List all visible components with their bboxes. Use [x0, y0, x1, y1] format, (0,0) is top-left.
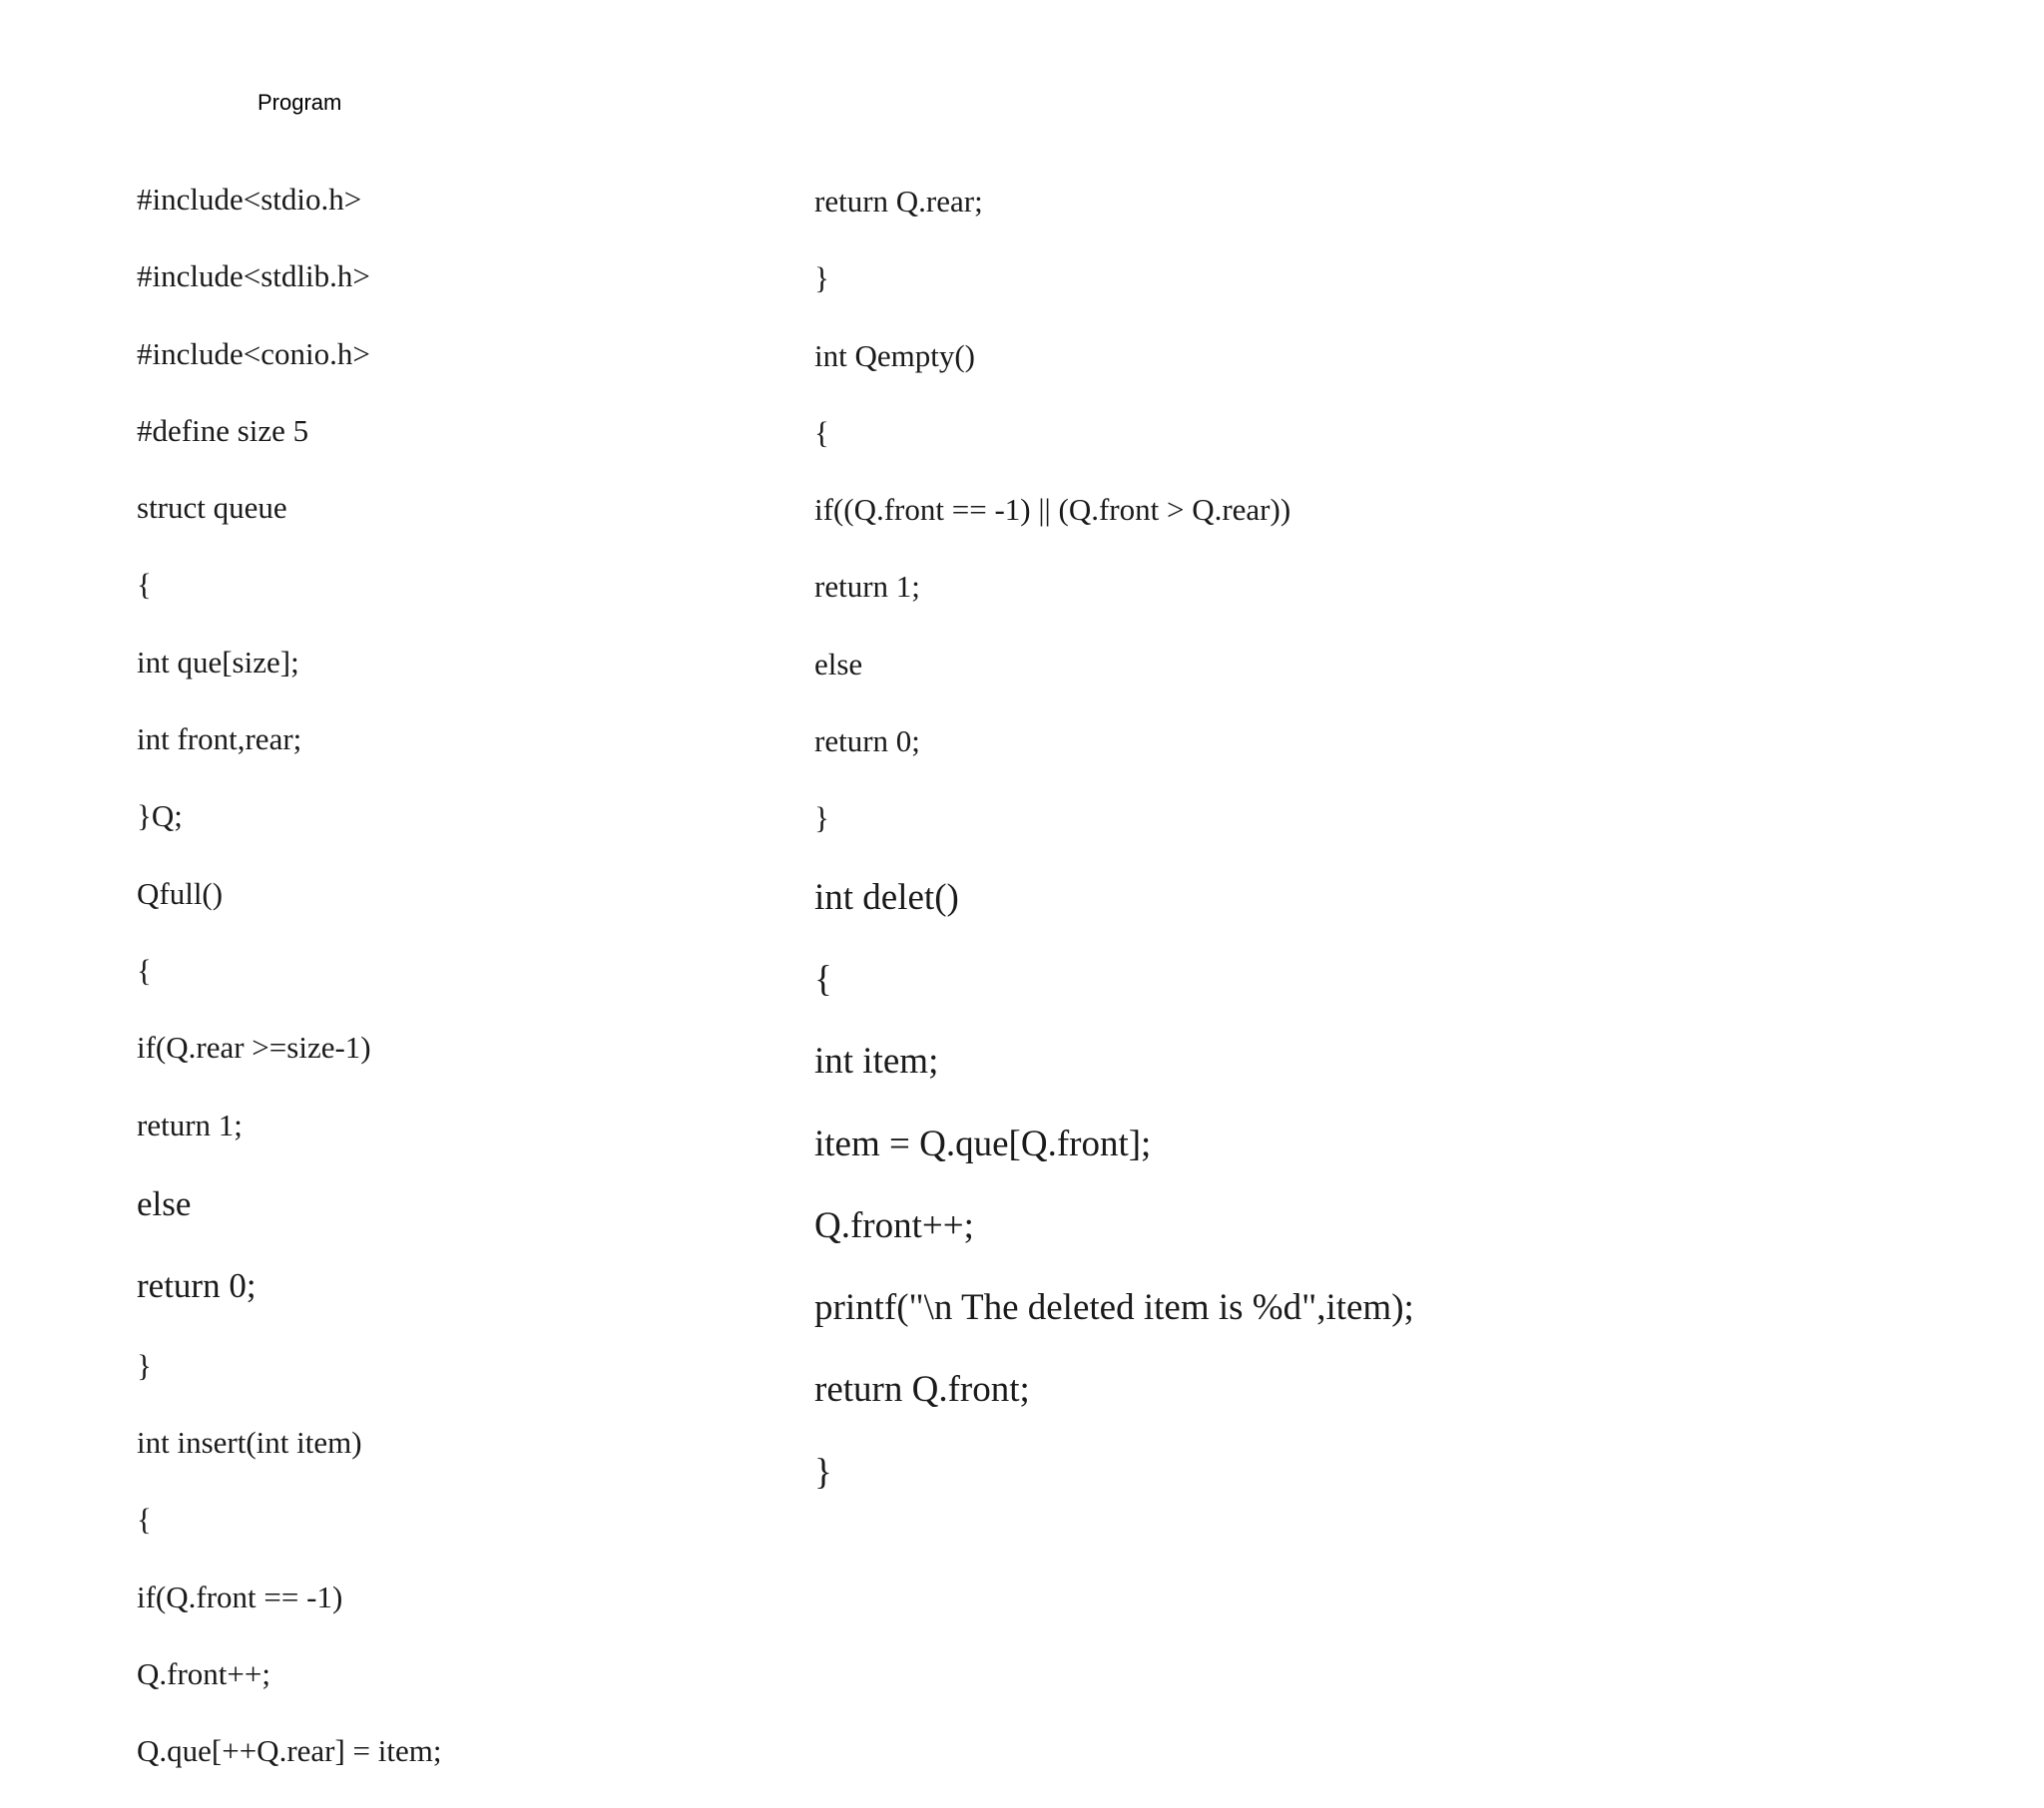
code-line: return Q.rear;	[814, 184, 983, 219]
code-line: Qfull()	[137, 875, 224, 911]
code-line: Q.front++;	[814, 1204, 974, 1246]
code-line: if(Q.rear >=size-1)	[137, 1030, 371, 1066]
code-line: int Qempty()	[814, 337, 975, 373]
code-column-left	[137, 143, 442, 1808]
code-line: #define size 5	[137, 412, 309, 448]
code-line: Q.front++;	[137, 1656, 270, 1692]
code-line: int que[size];	[137, 644, 299, 679]
code-line: #include<stdlib.h>	[137, 258, 370, 294]
code-line: int insert(int item)	[137, 1425, 362, 1461]
code-line: return 1;	[137, 1107, 243, 1142]
code-line: item = Q.que[Q.front];	[814, 1123, 1152, 1164]
code-line: return 0;	[814, 723, 920, 759]
code-line: {	[137, 952, 152, 988]
code-line: int delet()	[814, 876, 959, 918]
code-line: #include<stdio.h>	[137, 182, 362, 217]
code-line: }	[814, 800, 829, 836]
code-line: printf("\n The deleted item is %d",item);	[814, 1287, 1414, 1329]
code-line: }	[137, 1347, 152, 1383]
code-line: }Q;	[137, 798, 183, 834]
code-line: }	[814, 1451, 832, 1493]
code-line: {	[137, 567, 152, 603]
code-line: struct queue	[137, 490, 287, 526]
slide-title: Program	[257, 90, 342, 115]
code-line: {	[137, 1502, 152, 1538]
code-line: return 1;	[814, 569, 920, 605]
code-line: int front,rear;	[137, 721, 302, 757]
code-line: #include<conio.h>	[137, 335, 370, 371]
code-line: }	[814, 260, 829, 296]
code-column-right	[814, 145, 1414, 1532]
code-line: return Q.front;	[814, 1369, 1030, 1411]
code-line: Q.que[++Q.rear] = item;	[137, 1733, 442, 1769]
code-line: if(Q.front == -1)	[137, 1579, 343, 1614]
code-line: else	[137, 1183, 192, 1223]
code-line: else	[814, 646, 863, 681]
code-line: if((Q.front == -1) || (Q.front > Q.rear))	[814, 492, 1291, 528]
code-line: {	[814, 958, 832, 1000]
code-line: return 0;	[137, 1265, 256, 1305]
code-line: {	[814, 414, 829, 450]
code-line: int item;	[814, 1041, 939, 1083]
